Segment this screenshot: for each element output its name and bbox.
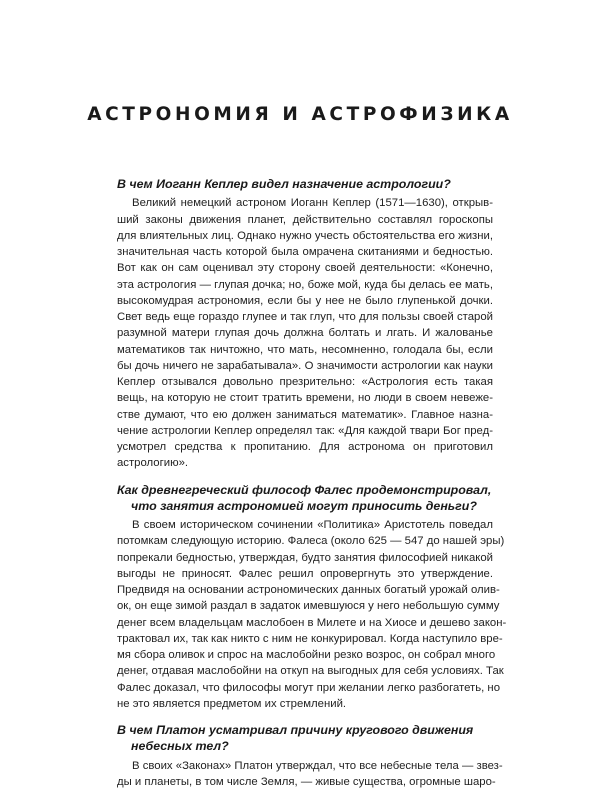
answer-line: Фалес доказал, что философы могут при желании легко разбогатеть, но <box>117 681 501 694</box>
question-line: небесных тел? <box>131 739 229 754</box>
answer-line: ды и планеты, в том числе Земля, — живые существа, огромные шаро- <box>117 775 496 788</box>
question-line: В чем Иоганн Кеплер видел назначение астрологии? <box>117 177 451 191</box>
answer-line: денег, отдавая маслобойни на откуп на выгодных для себя условиях. Так <box>117 665 504 678</box>
answer-line: ший законы движения планет, действительно составлял гороскопы <box>117 213 493 226</box>
question-line: В чем Платон усматривал причину кругового движения <box>117 723 474 738</box>
qa-section-kepler <box>117 176 493 472</box>
answer-line: эта астрология — глупая дочка; но, боже мой, куда бы делась ее мать, <box>117 278 493 291</box>
section-question <box>117 176 493 192</box>
text-column <box>117 176 507 800</box>
answer-line: значительная часть которой была омрачена скитаниями и бедностью. <box>117 246 493 259</box>
qa-section-plato <box>117 722 503 790</box>
answer-line: разумной матери глупая дочь должна болтать и лгать. И жалованье <box>117 327 493 340</box>
answer-line: ок, он еще зимой раздал в задаток имевшуюся у него небольшую сумму <box>117 600 500 613</box>
qa-section-thales <box>117 482 507 713</box>
section-answer <box>117 758 503 791</box>
answer-line: не это является предметом их стремлений. <box>117 697 347 710</box>
question-line: Как древнегреческий философ Фалес продемонстрировал, <box>117 482 492 497</box>
answer-line: мя сбора оливок и спрос на маслобойни резко возрос, он собрал много <box>117 649 496 662</box>
answer-line: бы дочь ничего не зарабатывала». О значимости астрологии как науки <box>117 359 493 372</box>
answer-line: вещь, на которую не стоит тратить времени, но люди в своем невеже- <box>117 392 493 405</box>
answer-line: В своем историческом сочинении «Политика» Аристотель поведал <box>132 519 493 532</box>
answer-line: Свет ведь еще гораздо глупее и так глуп, что для пользы своей старой <box>117 311 493 324</box>
answer-line: Предвидя на основании астрономических данных богатый урожай олив- <box>117 584 500 597</box>
answer-line: усмотрел средства к пропитанию. Для астронома он приготовил <box>117 441 493 454</box>
answer-line: стве думают, что ею должен заниматься математик». Главное назна- <box>117 408 493 421</box>
answer-line: попрекали бедностью, утверждая, будто занятия философией никакой <box>117 551 493 564</box>
answer-line: потомкам следующую историю. Фалеса (около 625 — 547 до нашей эры) <box>117 535 505 548</box>
section-answer <box>117 195 493 471</box>
answer-line: Великий немецкий астроном Иоганн Кеплер (1571—1630), открыв- <box>132 197 493 210</box>
answer-line: Кеплер отзывался довольно презрительно: «Астрология есть такая <box>117 376 493 389</box>
section-question <box>117 482 493 515</box>
answer-line: астрологию». <box>117 457 189 470</box>
question-line: что занятия астрономией могут приносить деньги? <box>131 498 477 513</box>
answer-line: трактовал их, так как никто с ним не конкурировал. Когда наступило вре- <box>117 632 503 645</box>
answer-line: высокомудрая астрономия, если бы у нее не было глупенькой дочки. <box>117 294 493 307</box>
answer-line: Вот как он сам оценивал эту сторону своей деятельности: «Конечно, <box>117 262 493 275</box>
section-answer <box>117 517 507 712</box>
answer-line: выгоды не приносят. Фалес решил опровергнуть это утверждение. <box>117 567 493 580</box>
answer-line: для влиятельных лиц. Однако нужно учесть обстоятельства его жизни, <box>117 229 493 242</box>
answer-line: математиков так ничтожно, что мать, несомненно, голодала бы, если <box>117 343 493 356</box>
answer-line: В своих «Законах» Платон утверждал, что все небесные тела — звез- <box>132 759 503 772</box>
answer-line: денег всем владельцам маслобоен в Милете и на Хиосе и дешево закон- <box>117 616 507 629</box>
answer-line: чение астрологии Кеплер определял так: «Для каждой твари Бог пред- <box>117 424 493 437</box>
chapter-title: АСТРОНОМИЯ И АСТРОФИЗИКА <box>87 104 513 125</box>
